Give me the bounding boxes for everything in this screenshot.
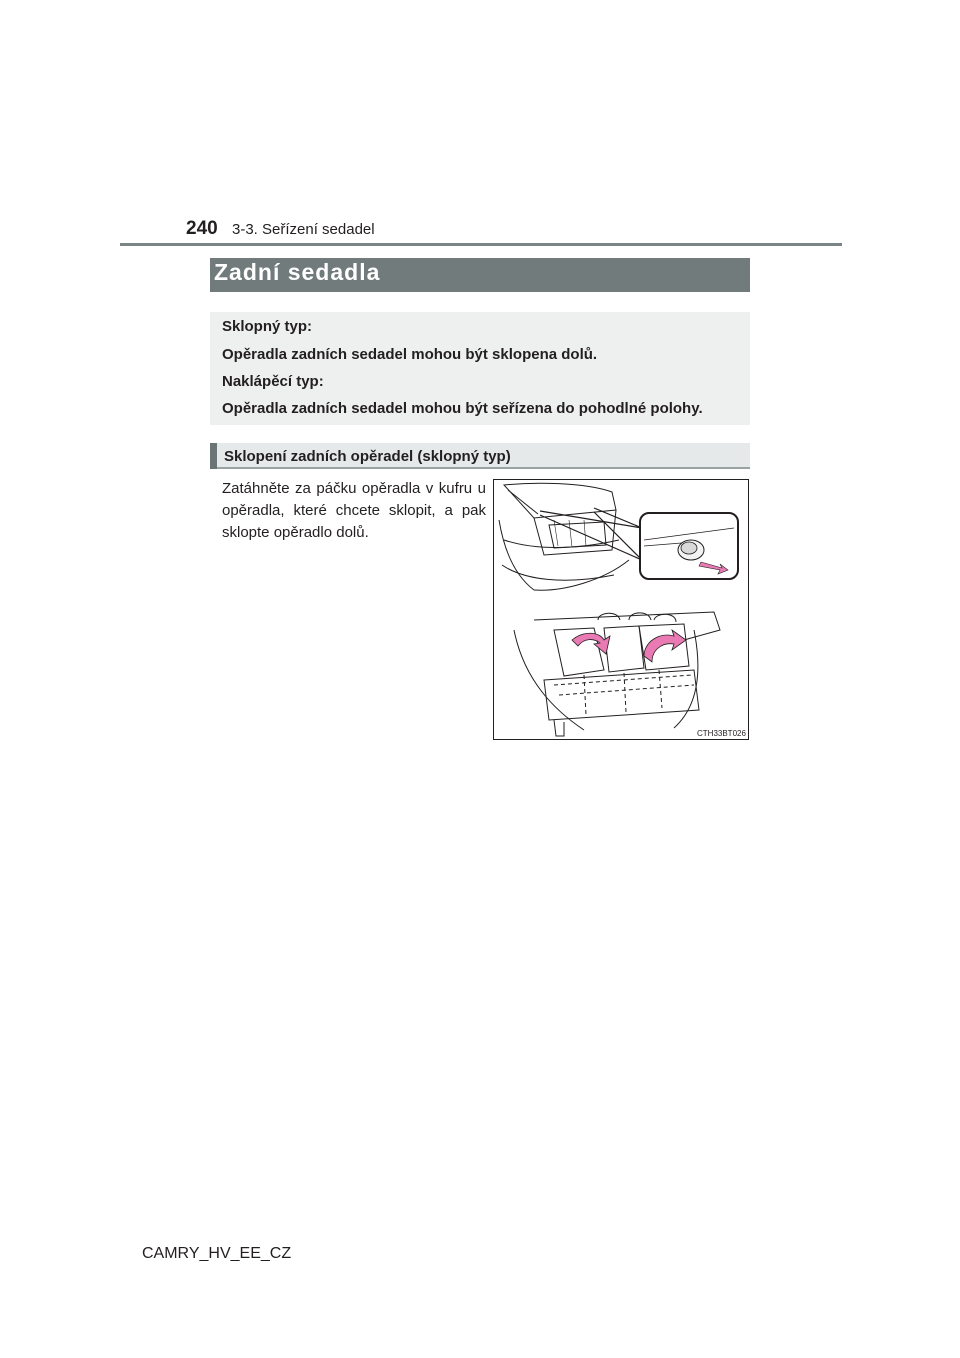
- header-rule: [120, 243, 842, 246]
- footer-code: CAMRY_HV_EE_CZ: [142, 1245, 292, 1262]
- seat-fold-illustration: [493, 479, 749, 740]
- intro-line-folding-type: Sklopný typ:: [222, 318, 313, 335]
- subheading: Sklopení zadních opěradel (sklopný typ): [224, 448, 511, 465]
- figure-code: CTH33BT026: [697, 729, 746, 738]
- page-number: 240: [186, 218, 218, 239]
- intro-line-folding-desc: Opěradla zadních sedadel mohou být sklopena dolů.: [222, 346, 598, 363]
- illustration-svg: [494, 480, 748, 739]
- intro-line-reclining-desc: Opěradla zadních sedadel mohou být seřízena do pohodlné polohy.: [222, 400, 703, 417]
- section-reference: 3-3. Seřízení sedadel: [232, 221, 375, 238]
- fold-arrow-right: [644, 630, 686, 662]
- fold-arrow-left: [572, 633, 610, 654]
- subheading-accent: [210, 443, 217, 469]
- intro-line-reclining-type: Naklápěcí typ:: [222, 373, 324, 390]
- page-title: Zadní sedadla: [214, 259, 381, 285]
- instruction-text: Zatáhněte za páčku opěradla v kufru u opěradla, které chcete sklopit, a pak sklopte opěradlo dolů.: [222, 480, 486, 541]
